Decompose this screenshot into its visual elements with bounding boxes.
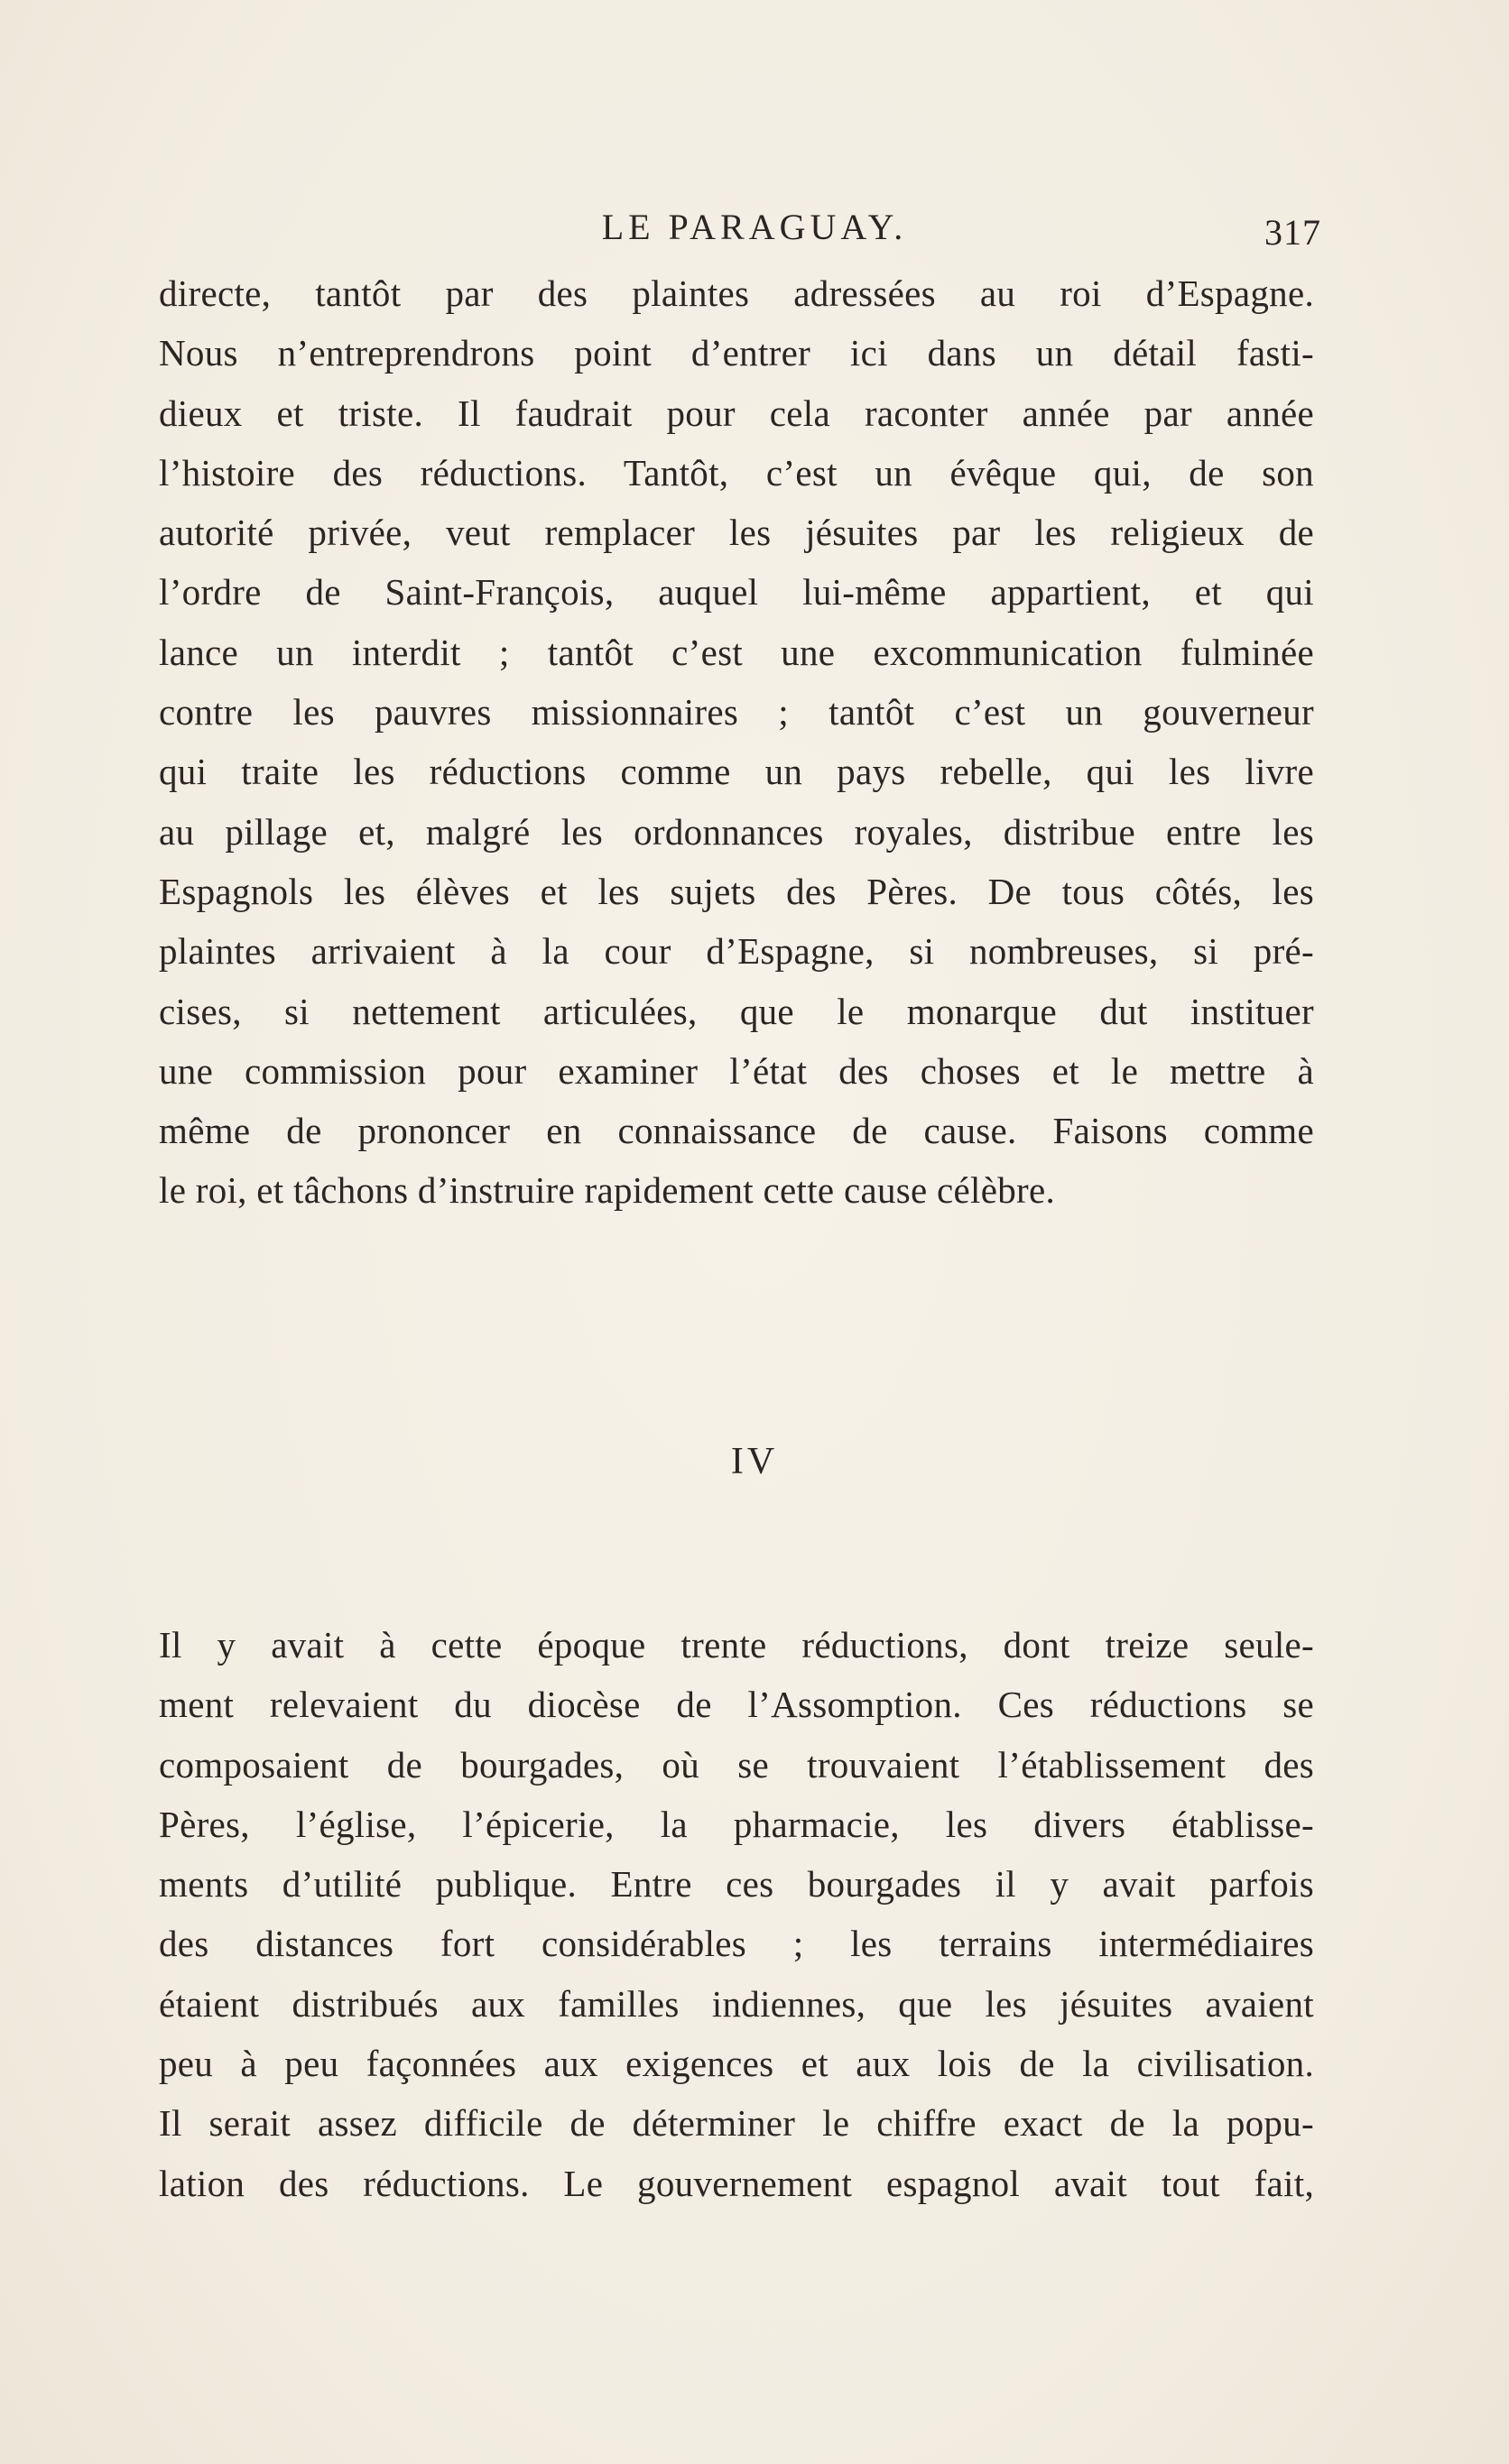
text-line: lation des réductions. Le gouvernement espagnol avait tout fait, xyxy=(159,2162,1314,2204)
text-line: Il serait assez difficile de déterminer le chiffre exact de la popu- xyxy=(159,2102,1314,2145)
text-line: ments d’utilité publique. Entre ces bourgades il y avait parfois xyxy=(159,1863,1314,1906)
text-line: Il y avait à cette époque trente réductions, dont treize seule- xyxy=(159,1624,1314,1666)
text-line: Espagnols les élèves et les sujets des Pères. De tous côtés, les xyxy=(159,870,1314,912)
text-line: peu à peu façonnées aux exigences et aux lois de la civilisation. xyxy=(159,2043,1314,2085)
text-line: ment relevaient du diocèse de l’Assomption. Ces réductions se xyxy=(159,1684,1314,1726)
text-line: qui traite les réductions comme un pays rebelle, qui les livre xyxy=(159,751,1314,793)
text-line: Pères, l’église, l’épicerie, la pharmacie, les divers établisse- xyxy=(159,1803,1314,1845)
text-line: contre les pauvres missionnaires ; tantôt c’est un gouverneur xyxy=(159,691,1314,734)
text-line: dieux et triste. Il faudrait pour cela raconter année par année xyxy=(159,392,1314,434)
text-line: autorité privée, veut remplacer les jésuites par les religieux de xyxy=(159,512,1314,554)
running-title: LE PARAGUAY. xyxy=(601,207,908,247)
text-line: Nous n’entreprendrons point d’entrer ici dans un détail fasti- xyxy=(159,332,1314,374)
text-line: l’histoire des réductions. Tantôt, c’est un évêque qui, de son xyxy=(159,451,1314,494)
text-line: lance un interdit ; tantôt c’est une excommunication fulminée xyxy=(159,631,1314,673)
text-line: l’ordre de Saint-François, auquel lui-même appartient, et qui xyxy=(159,571,1314,614)
text-line: au pillage et, malgré les ordonnances royales, distribue entre les xyxy=(159,810,1314,853)
running-head xyxy=(0,206,1509,251)
section-numeral: IV xyxy=(730,1441,779,1482)
text-line: une commission pour examiner l’état des choses et le mettre à xyxy=(159,1049,1314,1092)
text-line: composaient de bourgades, où se trouvaient l’établissement des xyxy=(159,1743,1314,1786)
page-number: 317 xyxy=(1264,212,1321,253)
text-line: directe, tantôt par des plaintes adressées au roi d’Espagne. xyxy=(159,272,1314,314)
text-line: des distances fort considérables ; les terrains intermédiaires xyxy=(159,1923,1314,1965)
paragraph-2 xyxy=(159,1615,1314,2213)
paragraph-1 xyxy=(159,263,1314,1221)
text-line: plaintes arrivaient à la cour d’Espagne, si nombreuses, si pré- xyxy=(159,930,1314,973)
text-line: étaient distribués aux familles indiennes, que les jésuites avaient xyxy=(159,1982,1314,2025)
text-line: cises, si nettement articulées, que le monarque dut instituer xyxy=(159,990,1314,1032)
text-line: même de prononcer en connaissance de cause. Faisons comme xyxy=(159,1110,1314,1152)
text-line: le roi, et tâchons d’instruire rapidement cette cause célèbre. xyxy=(159,1169,1056,1212)
